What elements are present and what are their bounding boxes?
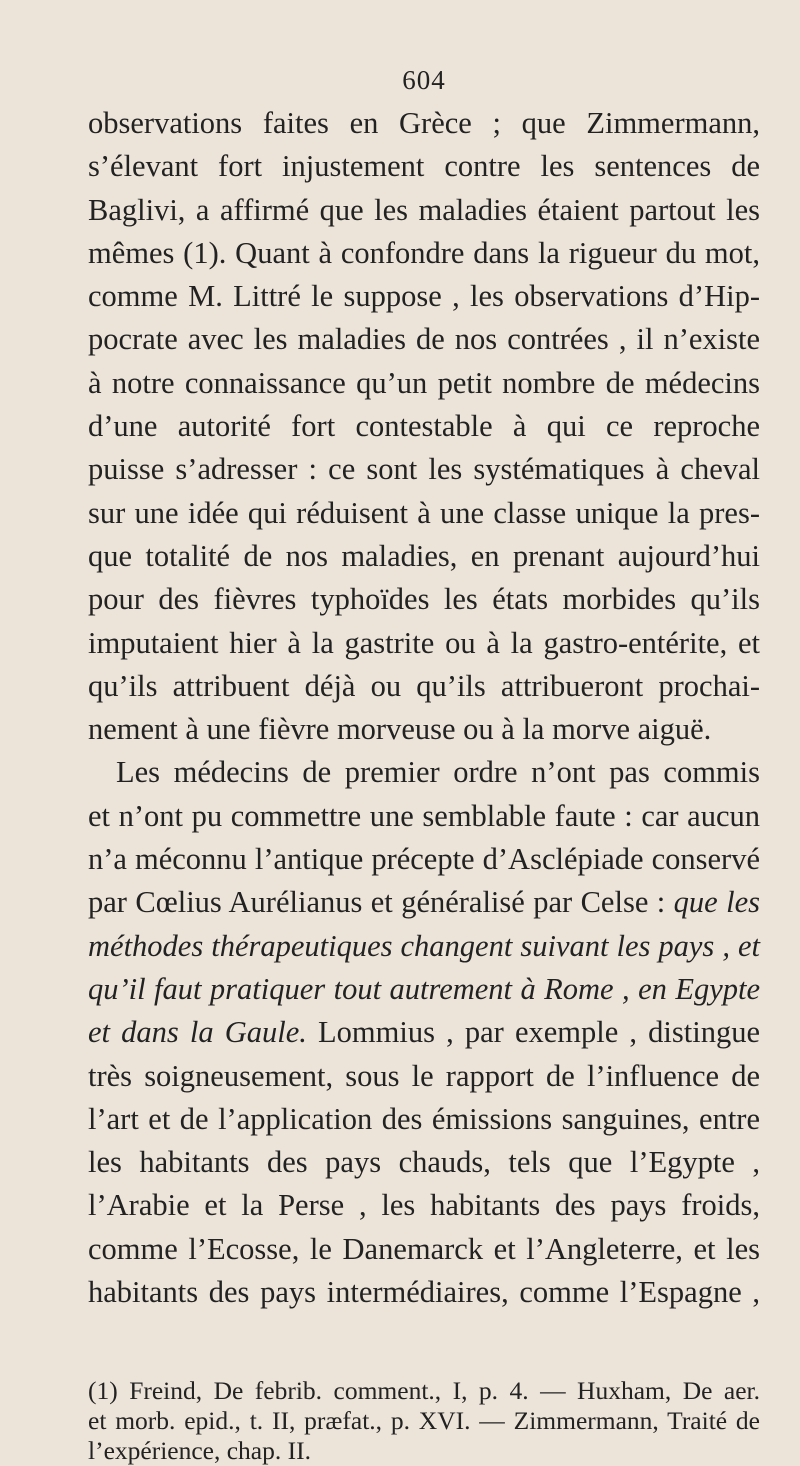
text-line: Baglivi, a affirmé que les maladies étaient partout les [88,192,760,227]
text-line: qu’ils attribuent déjà ou qu’ils attribueront prochai- [88,668,760,703]
footnote-line: et morb. epid., t. II, præfat., p. XVI. — Zimmermann, Traité de [88,1406,760,1436]
text-line: l’Arabie et la Perse , les habitants des pays froids, [88,1188,760,1223]
text-line: pour des fièvres typhoïdes les états morbides qu’ils [88,582,760,617]
text-line: comme l’Ecosse, le Danemarck et l’Angleterre, et les [88,1231,760,1266]
text-line: habitants des pays intermédiaires, comme l’Espagne , [88,1275,760,1310]
quote-run: et dans la Gaule. [88,1015,307,1050]
text-line: Les médecins de premier ordre n’ont pas commis [116,755,760,790]
text-line [88,1011,760,1054]
page-number: 604 [402,65,446,95]
text-line: que totalité de nos maladies, en prenant aujourd’hui [88,538,760,573]
text-line: très soigneusement, sous le rapport de l’influence de [88,1058,760,1093]
body-text [88,102,760,1314]
text-line: pocrate avec les maladies de nos contrées , il n’existe [88,322,760,357]
text-line: n’a méconnu l’antique précepte d’Asclépiade conservé [88,842,760,877]
text-line: nement à une fièvre morveuse ou à la morve aiguë. [88,712,712,747]
text-line: puisse s’adresser : ce sont les systématiques à cheval [88,452,760,487]
text-line: sur une idée qui réduisent à une classe unique la pres- [88,495,760,530]
quote-line: méthodes thérapeutiques changent suivant les pays , et [88,928,760,963]
text-run: par Cœlius Aurélianus et généralisé par Celse : [88,885,674,920]
paragraph-1 [88,102,760,751]
quote-run: que les [673,885,760,920]
text-line: et n’ont pu commettre une semblable faute : car aucun [88,798,760,833]
text-line: d’une autorité fort contestable à qui ce reproche [88,409,760,444]
text-line: mêmes (1). Quant à confondre dans la rigueur du mot, [88,235,760,270]
text-line: imputaient hier à la gastrite ou à la gastro-entérite, et [88,625,760,660]
quote-line: qu’il faut pratiquer tout autrement à Rome , en Egypte [88,971,760,1006]
text-line: à notre connaissance qu’un petit nombre de médecins [88,365,760,400]
text-line: comme M. Littré le suppose , les observations d’Hip- [88,279,760,314]
text-line: s’élevant fort injustement contre les sentences de [88,149,760,184]
text-run: Lommius , par exemple , distingue [306,1015,760,1050]
footnote-line: (1) Freind, De febrib. comment., I, p. 4. — Huxham, De aer. [88,1376,760,1406]
text-line: les habitants des pays chauds, tels que l’Egypte , [88,1145,760,1180]
text-line [88,881,760,924]
footnote [88,1376,760,1466]
text-line: observations faites en Grèce ; que Zimmermann, [88,106,760,140]
footnote-line: l’expérience, chap. II. [88,1436,311,1466]
paragraph-2 [88,751,760,1314]
text-line: l’art et de l’application des émissions sanguines, entre [88,1101,760,1136]
